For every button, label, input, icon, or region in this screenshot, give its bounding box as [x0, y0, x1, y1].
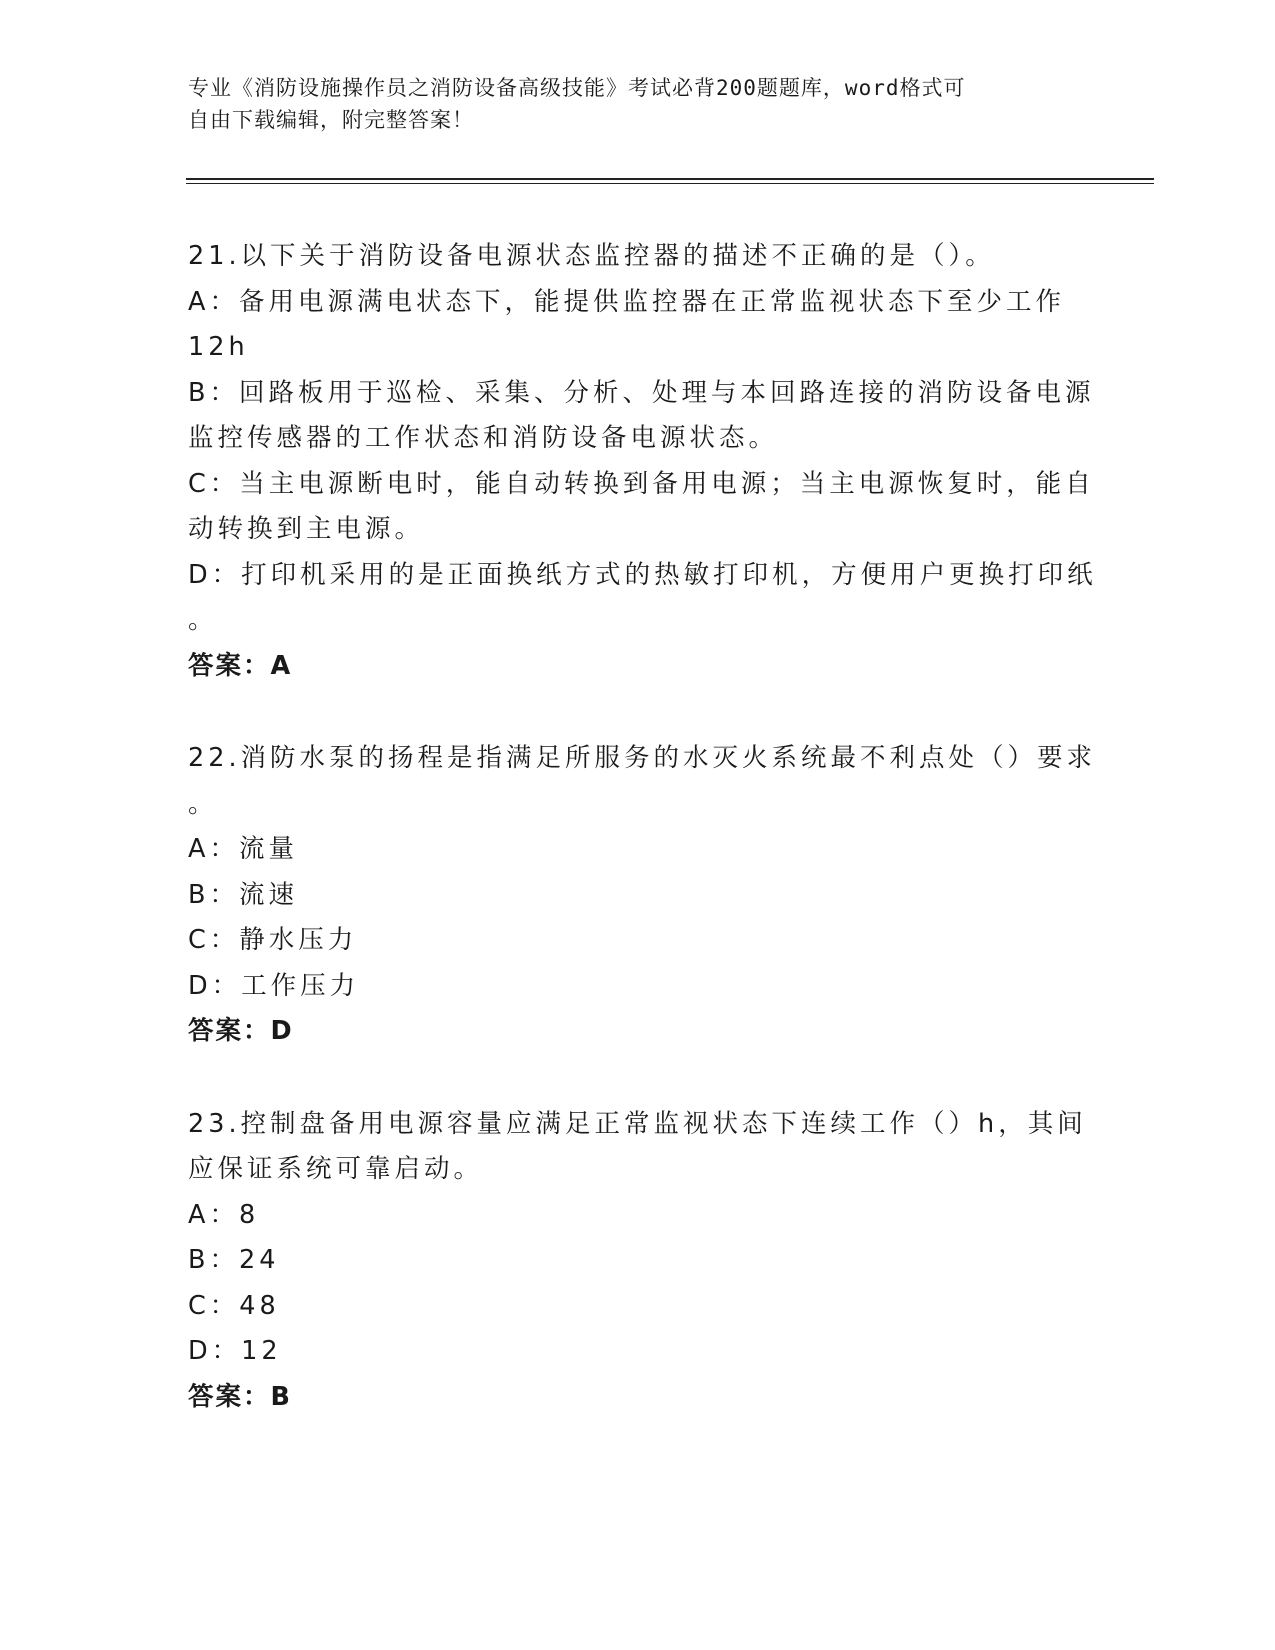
answer-label: 答案：A [188, 650, 293, 681]
question-21 [188, 234, 1097, 689]
header-line: 自由下载编辑，附完整答案！ [188, 108, 474, 132]
question-stem: 23.控制盘备用电源容量应满足正常监视状态下连续工作（）h，其间 [188, 1108, 1087, 1139]
option-c: C：当主电源断电时，能自动转换到备用电源；当主电源恢复时，能自 [188, 468, 1095, 499]
header-divider [186, 178, 1154, 180]
question-22 [188, 736, 1097, 1055]
option-c: C：静水压力 [188, 925, 358, 955]
option-b-continued: 监控传感器的工作状态和消防设备电源状态。 [188, 423, 779, 453]
header-divider [186, 183, 1154, 184]
header-line: 专业《消防设施操作员之消防设备高级技能》考试必背200题题库，word格式可 [188, 76, 966, 100]
question-stem-continued: 应保证系统可靠启动。 [188, 1154, 484, 1184]
option-c-continued: 动转换到主电源。 [188, 514, 425, 544]
option-b: B：流速 [188, 879, 298, 910]
option-d: D：工作压力 [188, 970, 360, 1001]
question-stem: 22.消防水泵的扬程是指满足所服务的水灭火系统最不利点处（）要求 [188, 743, 1097, 773]
option-d: D：打印机采用的是正面换纸方式的热敏打印机，方便用户更换打印纸 [188, 559, 1097, 590]
option-b: B：回路板用于巡检、采集、分析、处理与本回路连接的消防设备电源 [188, 377, 1095, 408]
option-a: A：8 [188, 1199, 260, 1230]
option-a: A：备用电源满电状态下，能提供监控器在正常监视状态下至少工作 [188, 286, 1065, 317]
question-list [188, 234, 1097, 1467]
option-c: C：48 [188, 1290, 280, 1321]
option-b: B：24 [188, 1245, 280, 1275]
answer-label: 答案：D [188, 1016, 294, 1046]
option-a-continued: 12h [188, 332, 249, 362]
document-header [188, 72, 1058, 136]
option-a: A：流量 [188, 834, 298, 864]
answer-label: 答案：B [188, 1381, 292, 1412]
question-stem: 21.以下关于消防设备电源状态监控器的描述不正确的是（）。 [188, 241, 995, 271]
option-d: D：12 [188, 1336, 282, 1366]
option-d-continued: 。 [188, 605, 218, 635]
question-stem-continued: 。 [188, 788, 218, 819]
question-23 [188, 1102, 1088, 1421]
